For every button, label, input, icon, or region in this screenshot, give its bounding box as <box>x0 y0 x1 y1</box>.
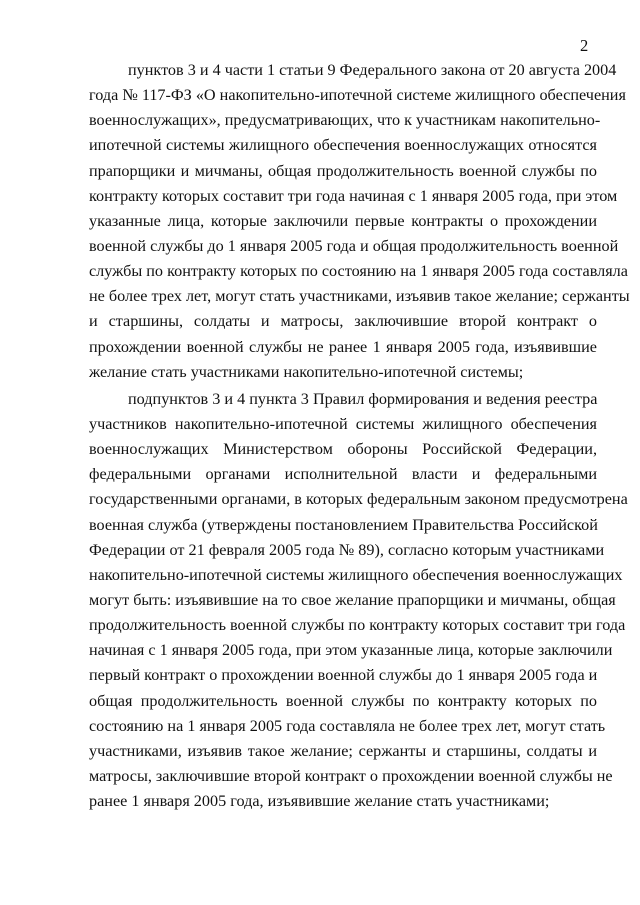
text-line: не более трех лет, могут стать участниками, изъявив такое желание; сержанты <box>89 287 630 306</box>
text-line: контракту которых составит три года начиная с 1 января 2005 года, при этом <box>89 186 618 205</box>
document-body <box>89 58 630 814</box>
page-number: 2 <box>580 36 589 55</box>
text-line: прохождении военной службы не ранее 1 января 2005 года, изъявившие <box>89 337 597 356</box>
text-line: общая продолжительность военной службы по контракту которых по <box>89 691 597 710</box>
text-line: ипотечной системы жилищного обеспечения военнослужащих относятся <box>89 136 597 155</box>
text-line: года № 117-ФЗ «О накопительно-ипотечной системе жилищного обеспечения <box>89 86 626 105</box>
text-line: участниками, изъявив такое желание; сержанты и старшины, солдаты и <box>89 741 597 760</box>
text-line: состоянию на 1 января 2005 года составляла не более трех лет, могут стать <box>89 716 606 735</box>
text-line: военнослужащих Министерством обороны Российской Федерации, <box>89 440 597 459</box>
text-line: федеральными органами исполнительной власти и федеральными <box>89 465 597 484</box>
text-line: указанные лица, которые заключили первые контракты о прохождении <box>89 211 597 230</box>
text-line: подпунктов 3 и 4 пункта 3 Правил формирования и ведения реестра <box>128 389 598 408</box>
text-line: военная служба (утверждены постановлением Правительства Российской <box>89 515 598 534</box>
text-line: матросы, заключившие второй контракт о прохождении военной службы не <box>89 766 613 785</box>
paragraph-1 <box>89 58 630 385</box>
text-line: государственными органами, в которых федеральным законом предусмотрена <box>89 490 628 509</box>
text-line: участников накопительно-ипотечной системы жилищного обеспечения <box>89 414 597 433</box>
text-line: могут быть: изъявившие на то свое желание прапорщики и мичманы, общая <box>89 590 616 609</box>
text-line: пунктов 3 и 4 части 1 статьи 9 Федерального закона от 20 августа 2004 <box>128 61 617 79</box>
text-line: и старшины, солдаты и матросы, заключившие второй контракт о <box>89 312 597 331</box>
text-line: военнослужащих», предусматривающих, что к участникам накопительно- <box>89 111 601 130</box>
text-line: первый контракт о прохождении военной службы до 1 января 2005 года и <box>89 666 598 685</box>
text-line: ранее 1 января 2005 года, изъявившие желание стать участниками; <box>89 792 550 811</box>
text-line: желание стать участниками накопительно-ипотечной системы; <box>89 362 524 381</box>
text-line: продолжительность военной службы по контракту которых составит три года <box>89 616 626 635</box>
text-line: накопительно-ипотечной системы жилищного обеспечения военнослужащих <box>89 565 623 584</box>
paragraph-2 <box>89 387 628 814</box>
text-line: Федерации от 21 февраля 2005 года № 89), согласно которым участниками <box>89 540 605 559</box>
text-line: военной службы до 1 января 2005 года и общая продолжительность военной <box>89 236 619 255</box>
text-line: начиная с 1 января 2005 года, при этом указанные лица, которые заключили <box>89 641 613 660</box>
text-line: службы по контракту которых по состоянию на 1 января 2005 года составляла <box>89 262 628 281</box>
text-line: прапорщики и мичманы, общая продолжительность военной службы по <box>89 161 597 180</box>
